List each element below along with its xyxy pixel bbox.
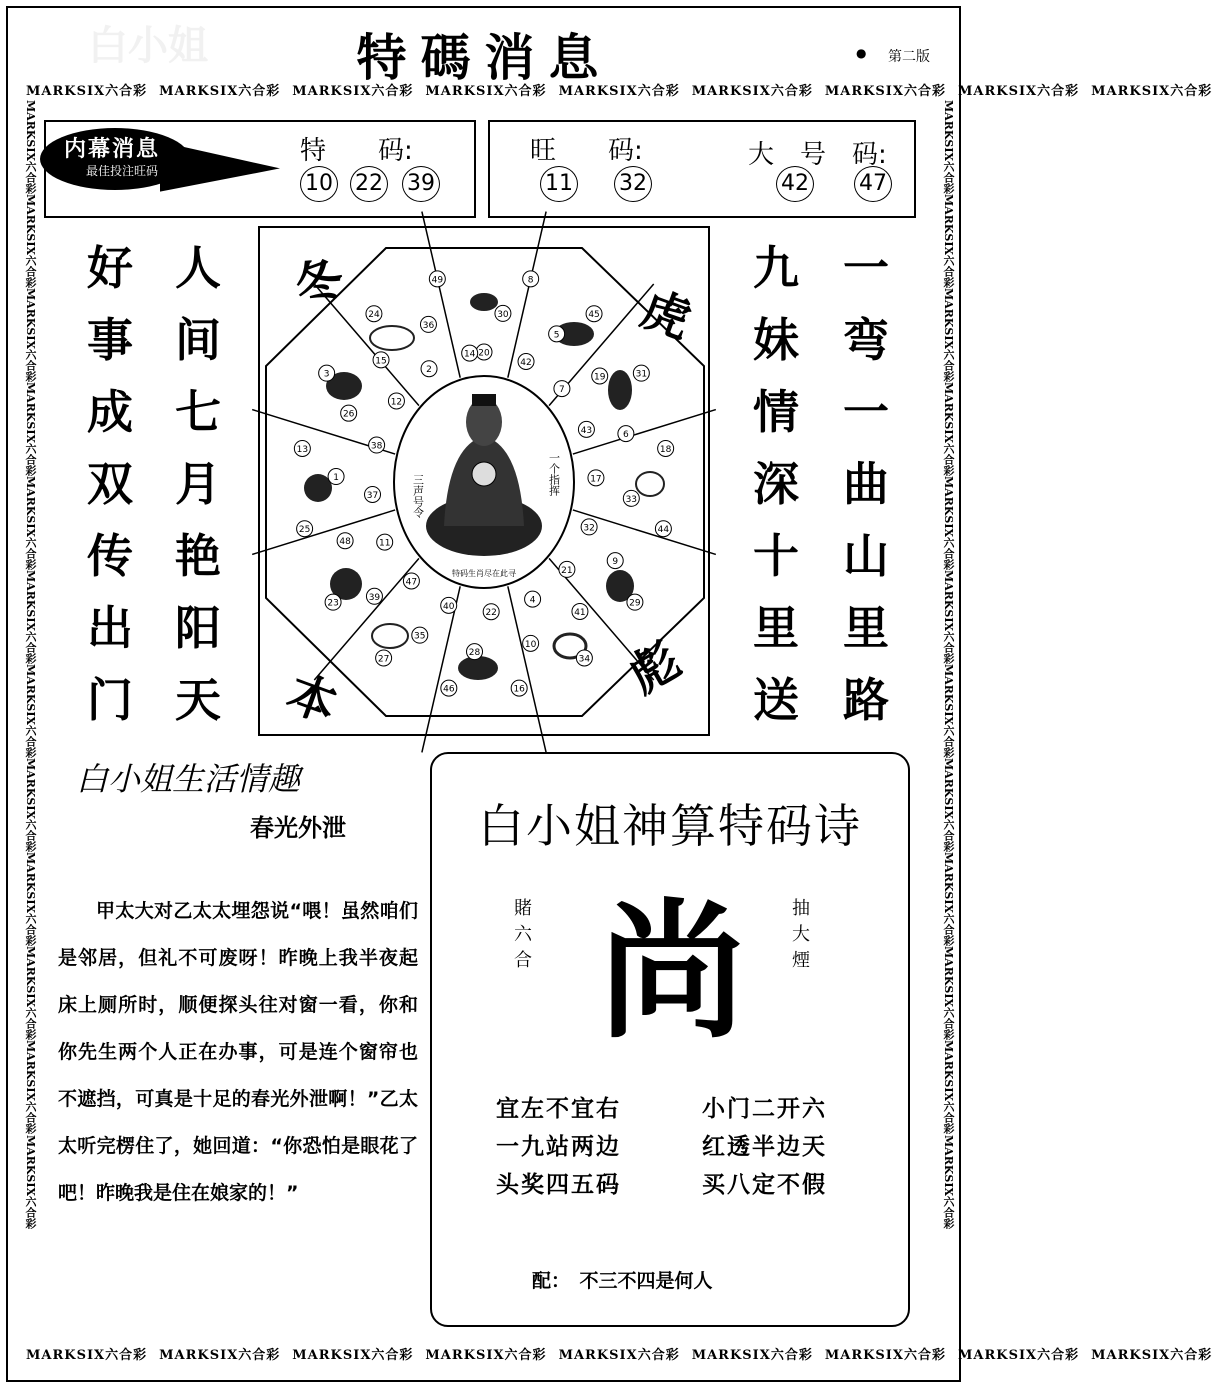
wheel-number: 5 — [553, 330, 560, 341]
tiger-icon — [608, 370, 632, 410]
poem-char: 好 — [87, 241, 133, 295]
wheel-number: 45 — [588, 310, 600, 321]
verse-right: 红透半边天 — [702, 1134, 827, 1160]
bubble-title: 内幕消息 — [64, 137, 161, 162]
poem-char: 路 — [843, 673, 889, 727]
watermark-text: MARKSIX六合彩 — [26, 84, 148, 99]
watermark-text: MARKSIX六合彩 — [24, 476, 37, 571]
page-title: 特碼消息 — [356, 29, 613, 87]
wheel-number: 12 — [390, 397, 403, 408]
poem-char: 曲 — [843, 457, 889, 511]
watermark-text: MARKSIX六合彩 — [24, 1040, 37, 1135]
watermark-strip-bottom — [20, 1344, 1213, 1368]
watermark-strip-left — [12, 100, 38, 1340]
watermark-text: MARKSIX六合彩 — [24, 382, 37, 477]
corner-glyph-tl: 冬 — [286, 248, 352, 318]
watermark-text: MARKSIX六合彩 — [24, 946, 37, 1041]
wheel-number: 31 — [635, 369, 648, 380]
wheel-number: 20 — [478, 348, 490, 359]
watermark-text: MARKSIX六合彩 — [558, 1348, 680, 1363]
watermark-text: MARKSIX六合彩 — [24, 100, 37, 195]
bubble-subtitle: 最佳投注旺码 — [86, 164, 159, 178]
poem-char: 里 — [753, 601, 799, 655]
watermark-text: MARKSIX六合彩 — [24, 1134, 37, 1229]
wheel-number: 29 — [629, 598, 641, 609]
center-right-text: 一个指挥 — [547, 452, 561, 496]
corner-glyph-tr: 虎 — [633, 280, 699, 350]
poem-char: 情 — [753, 385, 799, 439]
hot-number-label: 旺 码: — [530, 136, 643, 166]
number-ball: 42 — [776, 166, 814, 202]
poem-panel — [430, 752, 910, 1327]
wheel-number: 41 — [574, 607, 586, 618]
wheel-number: 9 — [612, 557, 619, 568]
wheel-number: 27 — [377, 654, 390, 665]
watermark-text: MARKSIX六合彩 — [24, 664, 37, 759]
wheel-number: 38 — [370, 441, 383, 452]
wheel-number: 44 — [657, 525, 670, 536]
poem-char: 间 — [175, 313, 221, 367]
poem-char: 山 — [843, 529, 889, 583]
watermark-text: MARKSIX六合彩 — [942, 288, 955, 383]
story-subtitle: 春光外泄 — [250, 814, 346, 842]
wheel-number: 13 — [296, 444, 309, 455]
verse-left: 一九站两边 — [496, 1134, 621, 1160]
wheel-number: 33 — [625, 494, 638, 505]
rabbit-icon — [636, 472, 664, 496]
wheel-number: 48 — [339, 537, 351, 548]
watermark-text: MARKSIX六合彩 — [26, 1348, 148, 1363]
wheel-number: 1 — [333, 473, 339, 484]
wheel-number: 46 — [443, 684, 455, 695]
wheel-number: 7 — [559, 385, 565, 396]
wheel-number: 17 — [590, 474, 602, 485]
wheel-number: 19 — [593, 372, 606, 383]
poem-right-small: 抽大煙 — [792, 898, 810, 971]
poem-char: 月 — [175, 457, 221, 511]
watermark-text: MARKSIX六合彩 — [425, 1348, 547, 1363]
goat-icon — [372, 624, 408, 648]
rat-icon — [470, 293, 498, 311]
poem-char: 十 — [753, 529, 799, 583]
wheel-number: 14 — [463, 349, 476, 360]
number-ball: 39 — [402, 166, 440, 202]
story-body: 甲太大对乙太太埋怨说“喂！虽然咱们是邻居，但礼不可废呀！昨晚上我半夜起床上厕所时，顺便探头往对窗一看，你和你先生两个人正在办事，可是连个窗帘也不遮挡，可真是十足的春光外泄啊！”乙太太听完楞住了，她回道：“你恐怕是眼花了吧！昨晚我是住在娘家的！” — [58, 900, 418, 1204]
watermark-text: MARKSIX六合彩 — [159, 84, 281, 99]
watermark-title: 白小姐 — [88, 22, 208, 69]
watermark-text: MARKSIX六合彩 — [942, 664, 955, 759]
bullet-icon: ● — [856, 46, 867, 60]
poem-char: 门 — [87, 673, 133, 727]
poem-big-char: 尚 — [598, 886, 746, 1058]
wheel-number: 2 — [426, 365, 432, 376]
watermark-text: MARKSIX六合彩 — [558, 84, 680, 99]
poem-left-small: 賭六合 — [514, 898, 532, 971]
side-poem-left-2 — [168, 232, 228, 736]
watermark-text: MARKSIX六合彩 — [1091, 84, 1213, 99]
wheel-number: 47 — [405, 577, 418, 588]
watermark-strip-right — [930, 100, 956, 1340]
wheel-number: 4 — [529, 595, 536, 606]
special-number-label: 特 码: — [300, 136, 413, 166]
wheel-number: 43 — [580, 425, 593, 436]
poem-char: 一 — [843, 385, 889, 439]
number-ball: 47 — [854, 166, 892, 202]
poem-char: 七 — [175, 385, 221, 439]
wheel-number: 40 — [442, 601, 455, 612]
poem-char: 妹 — [753, 313, 799, 367]
watermark-text: MARKSIX六合彩 — [942, 852, 955, 947]
watermark-text: MARKSIX六合彩 — [942, 570, 955, 665]
watermark-text: MARKSIX六合彩 — [24, 758, 37, 853]
wheel-number: 32 — [583, 523, 595, 534]
verse-left: 宜左不宜右 — [496, 1096, 621, 1122]
wheel-number: 35 — [414, 631, 426, 642]
wheel-number: 6 — [623, 430, 629, 441]
wheel-number: 28 — [468, 648, 481, 659]
wheel-number: 10 — [524, 639, 537, 650]
poem-char: 阳 — [175, 601, 221, 655]
poem-char: 一 — [843, 241, 889, 295]
wheel-number: 11 — [378, 538, 391, 549]
corner-glyph-bl: 本 — [279, 664, 345, 734]
center-left-text: 三声号令 — [411, 474, 425, 518]
side-poem-right-1 — [746, 232, 806, 736]
watermark-text: MARKSIX六合彩 — [942, 1134, 955, 1229]
wheel-spoke — [508, 586, 546, 752]
watermark-text: MARKSIX六合彩 — [942, 758, 955, 853]
poem-char: 弯 — [843, 313, 889, 367]
poem-char: 人 — [175, 241, 221, 295]
wheel-number: 30 — [497, 309, 509, 320]
poem-footer: 配： 不三不四是何人 — [532, 1270, 713, 1292]
poem-char: 艳 — [175, 529, 221, 583]
watermark-text: MARKSIX六合彩 — [24, 852, 37, 947]
watermark-text: MARKSIX六合彩 — [957, 1348, 1080, 1363]
wheel-number: 18 — [659, 444, 672, 455]
verse-right: 买八定不假 — [702, 1172, 827, 1198]
watermark-text: MARKSIX六合彩 — [292, 1348, 414, 1363]
wheel-number: 23 — [327, 598, 339, 609]
side-poem-right-2 — [836, 232, 896, 736]
story-title: 白小姐生活情趣 — [76, 760, 301, 798]
wheel-number: 24 — [368, 310, 380, 321]
watermark-text: MARKSIX六合彩 — [691, 1348, 813, 1363]
wheel-number: 16 — [513, 684, 525, 695]
wheel-spoke — [508, 212, 546, 378]
center-bottom-text: 特码生肖尽在此寻 — [452, 569, 516, 578]
poem-char: 九 — [753, 241, 799, 295]
watermark-text: MARKSIX六合彩 — [942, 100, 955, 195]
watermark-text: MARKSIX六合彩 — [24, 570, 37, 665]
wheel-number: 8 — [527, 275, 534, 286]
wheel-spoke — [314, 558, 419, 680]
watermark-text: MARKSIX六合彩 — [691, 84, 813, 99]
watermark-text: MARKSIX六合彩 — [1091, 1348, 1213, 1363]
watermark-text: MARKSIX六合彩 — [824, 1348, 946, 1363]
wheel-number: 15 — [375, 356, 387, 367]
watermark-text: MARKSIX六合彩 — [24, 288, 37, 383]
pig-icon — [370, 326, 414, 350]
poem-char: 里 — [843, 601, 889, 655]
wheel-number: 37 — [366, 490, 379, 501]
wheel-number: 22 — [485, 608, 497, 619]
wheel-number: 36 — [422, 320, 435, 331]
watermark-text: MARKSIX六合彩 — [292, 84, 414, 99]
number-ball: 22 — [350, 166, 388, 202]
watermark-text: MARKSIX六合彩 — [957, 84, 1080, 99]
wheel-spoke — [422, 212, 460, 378]
poem-char: 成 — [87, 385, 133, 439]
wheel-number: 34 — [578, 654, 591, 665]
watermark-text: MARKSIX六合彩 — [942, 1040, 955, 1135]
poem-char: 事 — [87, 313, 133, 367]
wheel-number: 26 — [342, 409, 355, 420]
watermark-text: MARKSIX六合彩 — [942, 946, 955, 1041]
edition-label: 第二版 — [888, 49, 930, 65]
wheel-number: 49 — [431, 275, 444, 286]
wheel-spoke — [252, 510, 395, 555]
corner-glyph-br: 彪 — [620, 631, 690, 705]
wheel-number: 3 — [323, 369, 330, 380]
watermark-text: MARKSIX六合彩 — [942, 194, 955, 289]
watermark-text: MARKSIX六合彩 — [824, 84, 946, 99]
poem-char: 传 — [87, 529, 133, 583]
number-ball: 10 — [300, 166, 338, 202]
verse-left: 头奖四五码 — [496, 1172, 621, 1198]
poem-char: 送 — [753, 673, 799, 727]
poem-char: 天 — [175, 673, 221, 727]
watermark-text: MARKSIX六合彩 — [425, 84, 547, 99]
poem-char: 出 — [87, 601, 133, 655]
number-ball: 32 — [614, 166, 652, 202]
poem-title: 白小姐神算特码诗 — [478, 799, 862, 853]
wheel-number: 42 — [520, 358, 532, 369]
number-ball: 11 — [540, 166, 578, 202]
watermark-text: MARKSIX六合彩 — [24, 194, 37, 289]
watermark-text: MARKSIX六合彩 — [942, 382, 955, 477]
watermark-text: MARKSIX六合彩 — [942, 476, 955, 571]
insider-bubble — [40, 128, 270, 210]
verse-right: 小门二开六 — [702, 1096, 827, 1122]
big-number-label: 大 号 码: — [748, 140, 887, 170]
poem-char: 深 — [753, 457, 799, 511]
wheel-number: 25 — [298, 525, 311, 536]
zodiac-wheel — [258, 226, 710, 736]
horse-icon — [458, 656, 498, 680]
side-poem-left-1 — [80, 232, 140, 736]
wheel-number: 39 — [368, 592, 381, 603]
watermark-text: MARKSIX六合彩 — [159, 1348, 281, 1363]
poem-char: 双 — [87, 457, 133, 511]
wheel-number: 21 — [561, 565, 573, 576]
